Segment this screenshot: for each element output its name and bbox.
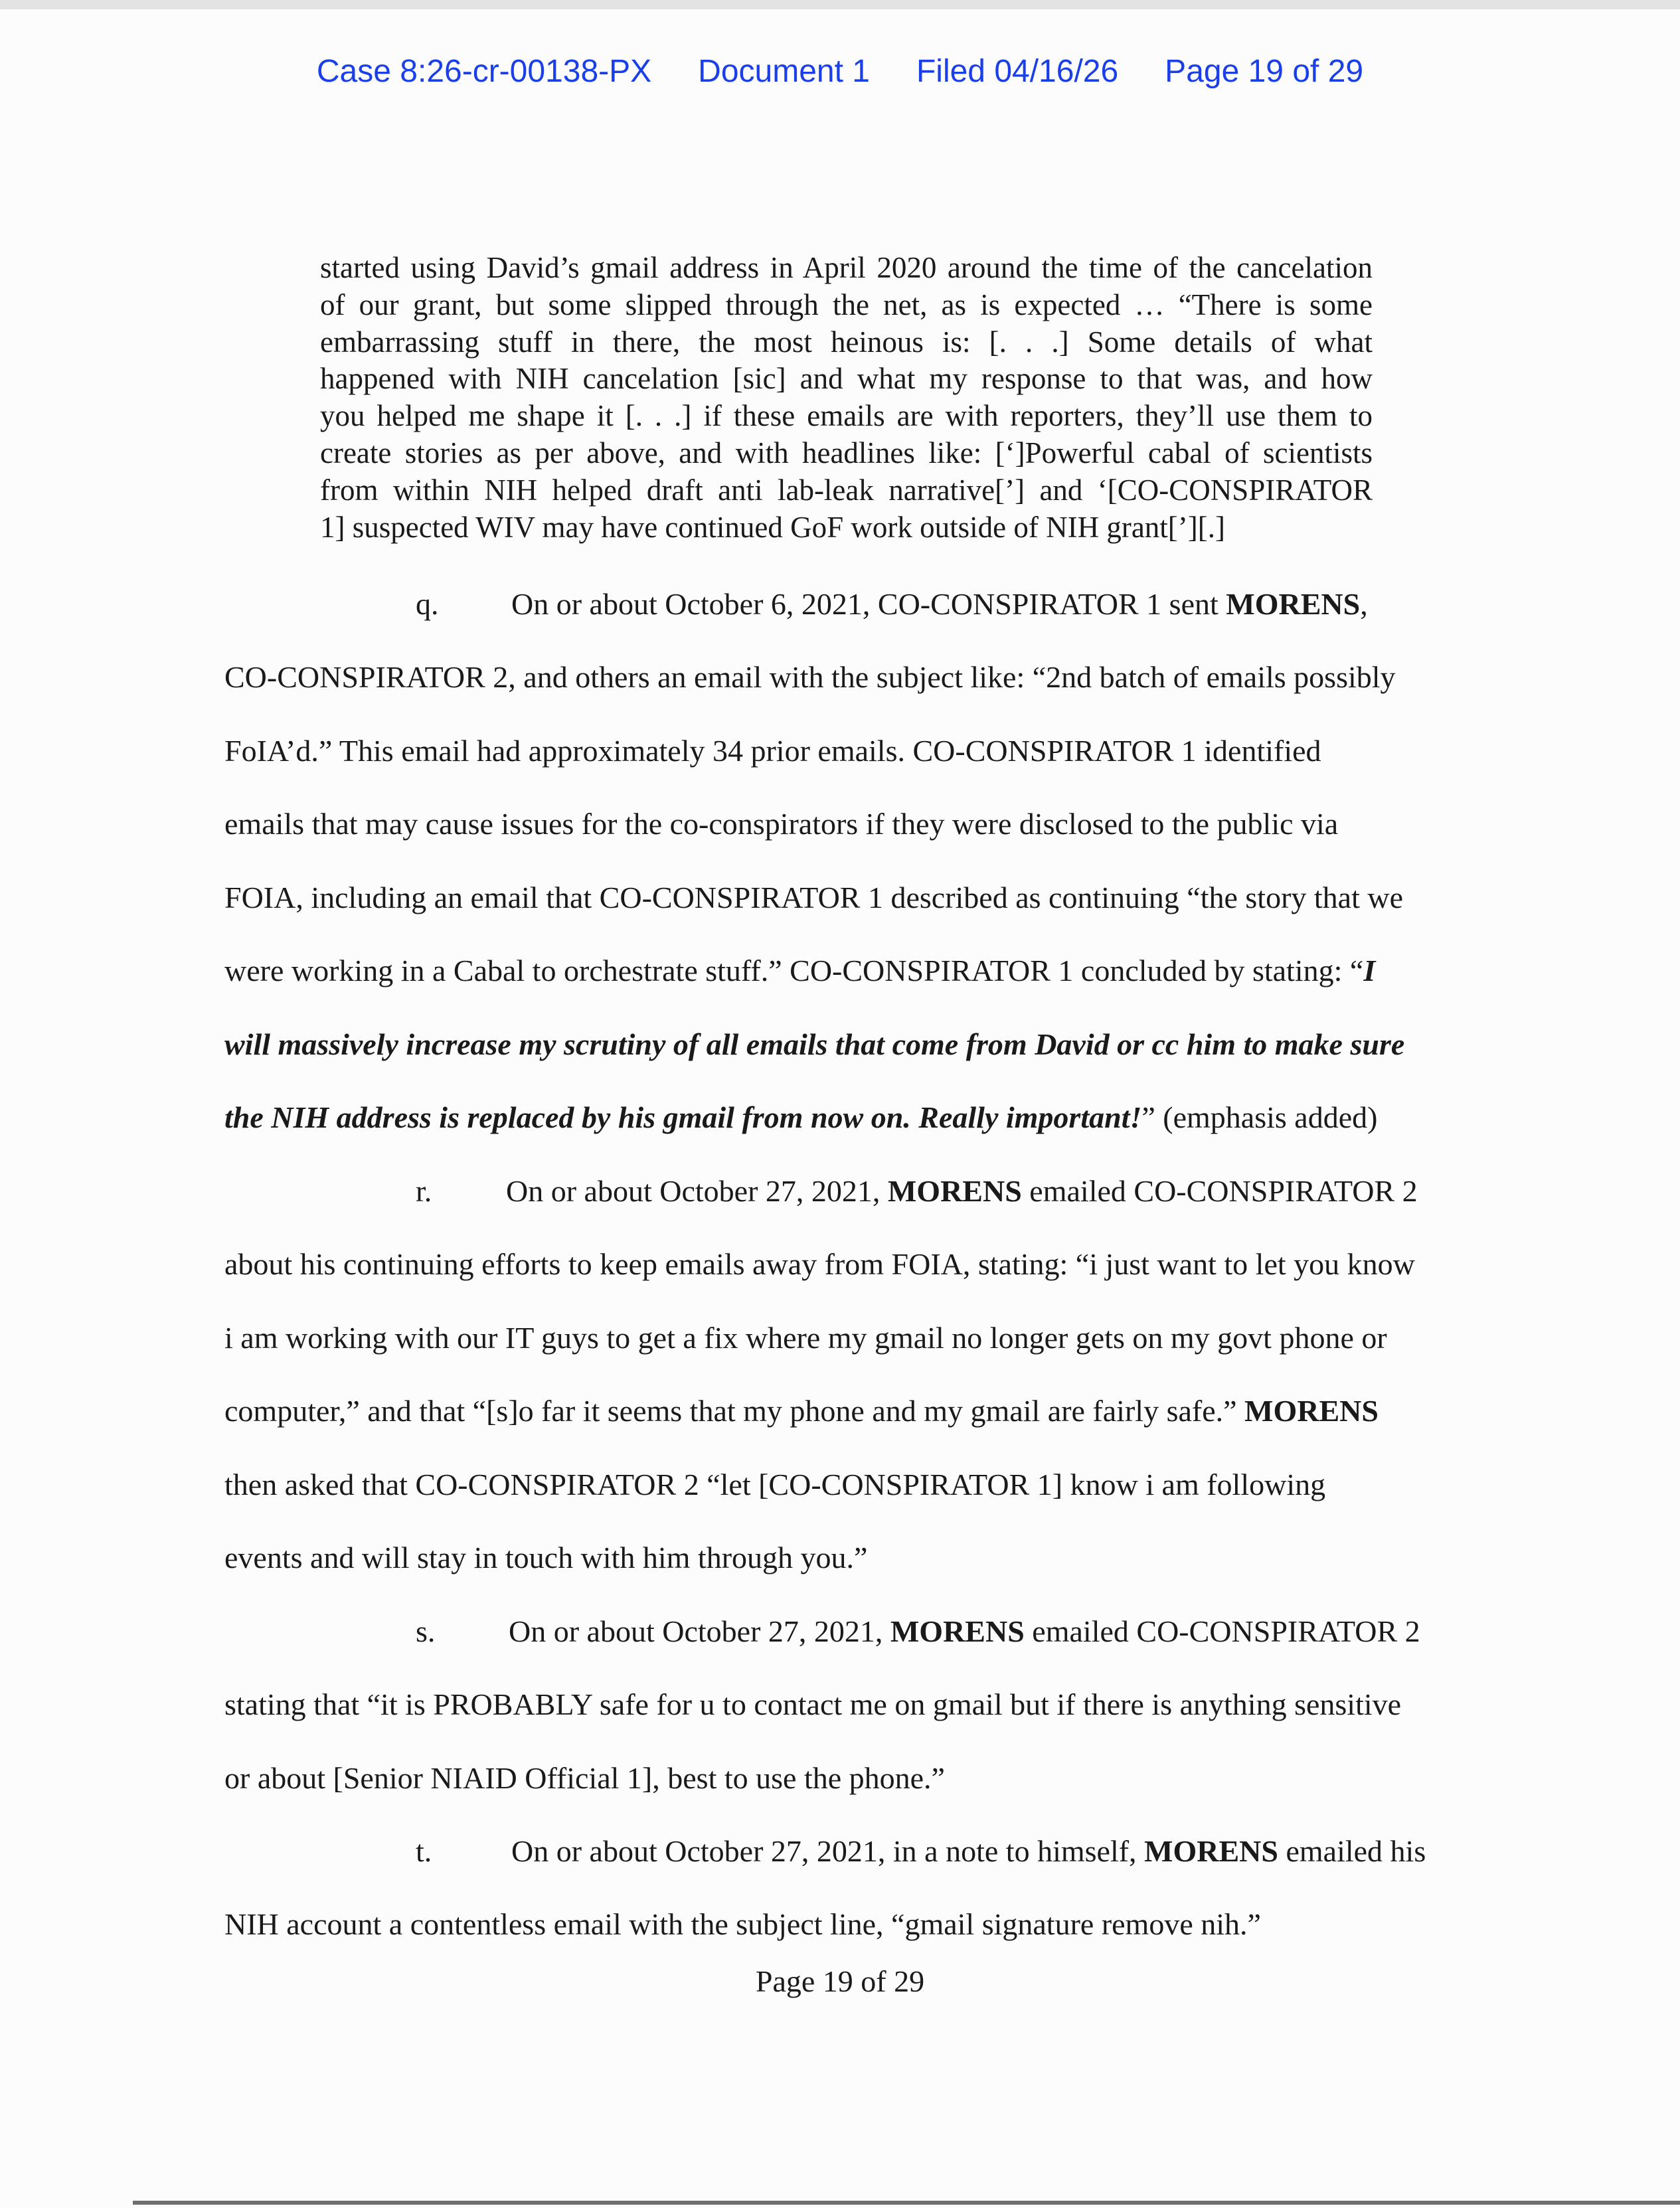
- paragraph-marker: s.: [416, 1614, 436, 1648]
- paragraph-line: emails that may cause issues for the co-conspirators if they were disclosed to the public via: [224, 807, 1339, 841]
- quote-line: embarrassing stuff in there, the most heinous is: [. . .] Some details of what: [320, 325, 1373, 359]
- paragraph-marker: q.: [416, 587, 439, 621]
- paragraph-line: were working in a Cabal to orchestrate stuff.” CO-CONSPIRATOR 1 concluded by stating: “I: [224, 954, 1376, 987]
- quote-line: you helped me shape it [. . .] if these emails are with reporters, they’ll use them to: [320, 399, 1373, 433]
- emphasized-line: will massively increase my scrutiny of all emails that come from David or cc him to make sure: [224, 1027, 1405, 1061]
- emphasized-text: I: [1363, 954, 1376, 987]
- paragraph-line: about his continuing efforts to keep emails away from FOIA, stating: “i just want to let you know: [224, 1247, 1415, 1281]
- emphasized-text: the NIH address is replaced by his gmail from now on. Really important!: [224, 1100, 1142, 1134]
- paragraph-line: CO-CONSPIRATOR 2, and others an email with the subject like: “2nd batch of emails possibly: [224, 660, 1396, 694]
- case-number: Case 8:26-cr-00138-PX: [316, 54, 652, 89]
- paragraph-line: the NIH address is replaced by his gmail from now on. Really important!” (emphasis added): [224, 1100, 1378, 1134]
- paragraph-line: or about [Senior NIAID Official 1], best to use the phone.”: [224, 1761, 945, 1795]
- quote-line: happened with NIH cancelation [sic] and what my response to that was, and how: [320, 362, 1373, 396]
- filed-date: Filed 04/16/26: [916, 54, 1119, 89]
- page-footer-number: Page 19 of 29: [755, 1964, 925, 1998]
- paragraph-marker: r.: [416, 1174, 432, 1208]
- paragraph-line: then asked that CO-CONSPIRATOR 2 “let [CO-CONSPIRATOR 1] know i am following: [224, 1468, 1326, 1501]
- paragraph-line: i am working with our IT guys to get a fix where my gmail no longer gets on my govt phone or: [224, 1321, 1387, 1355]
- defendant-name: MORENS: [1226, 587, 1361, 621]
- paragraph-line: On or about October 27, 2021, MORENS emailed CO-CONSPIRATOR 2: [506, 1174, 1418, 1208]
- paragraph-line: On or about October 6, 2021, CO-CONSPIRATOR 1 sent MORENS,: [511, 587, 1368, 621]
- quote-line: of our grant, but some slipped through the net, as is expected … “There is some: [320, 288, 1373, 321]
- defendant-name: MORENS: [890, 1614, 1025, 1648]
- defendant-name: MORENS: [887, 1174, 1022, 1208]
- quote-line: from within NIH helped draft anti lab-leak narrative[’] and ‘[CO-CONSPIRATOR: [320, 473, 1373, 507]
- paragraph-line: events and will stay in touch with him through you.”: [224, 1541, 868, 1574]
- header-page-number: Page 19 of 29: [1165, 54, 1364, 89]
- paragraph-marker: t.: [416, 1834, 432, 1868]
- quote-line: started using David’s gmail address in April 2020 around the time of the cancelation: [320, 251, 1373, 284]
- block-quote: [320, 250, 1373, 546]
- ecf-filing-header: [0, 52, 1680, 92]
- quote-line: create stories as per above, and with headlines like: [‘]Powerful cabal of scientists: [320, 436, 1373, 469]
- document-number: Document 1: [698, 54, 870, 89]
- paragraph-line: computer,” and that “[s]o far it seems that my phone and my gmail are fairly safe.” MORENS: [224, 1394, 1379, 1428]
- paragraph-line: NIH account a contentless email with the subject line, “gmail signature remove nih.”: [224, 1907, 1261, 1941]
- paragraph-line: stating that “it is PROBABLY safe for u to contact me on gmail but if there is anything sensitive: [224, 1687, 1402, 1721]
- scan-top-shading: [0, 0, 1680, 9]
- quote-line: 1] suspected WIV may have continued GoF work outside of NIH grant[’][.]: [320, 510, 1225, 544]
- defendant-name: MORENS: [1144, 1834, 1278, 1868]
- paragraph-line: On or about October 27, 2021, in a note to himself, MORENS emailed his: [511, 1834, 1426, 1868]
- paragraph-line: FoIA’d.” This email had approximately 34 prior emails. CO-CONSPIRATOR 1 identified: [224, 734, 1321, 768]
- scan-bottom-edge: [133, 2201, 1680, 2205]
- paragraph-line: On or about October 27, 2021, MORENS emailed CO-CONSPIRATOR 2: [509, 1614, 1420, 1648]
- defendant-name: MORENS: [1244, 1394, 1379, 1428]
- paragraph-line: FOIA, including an email that CO-CONSPIRATOR 1 described as continuing “the story that we: [224, 881, 1404, 914]
